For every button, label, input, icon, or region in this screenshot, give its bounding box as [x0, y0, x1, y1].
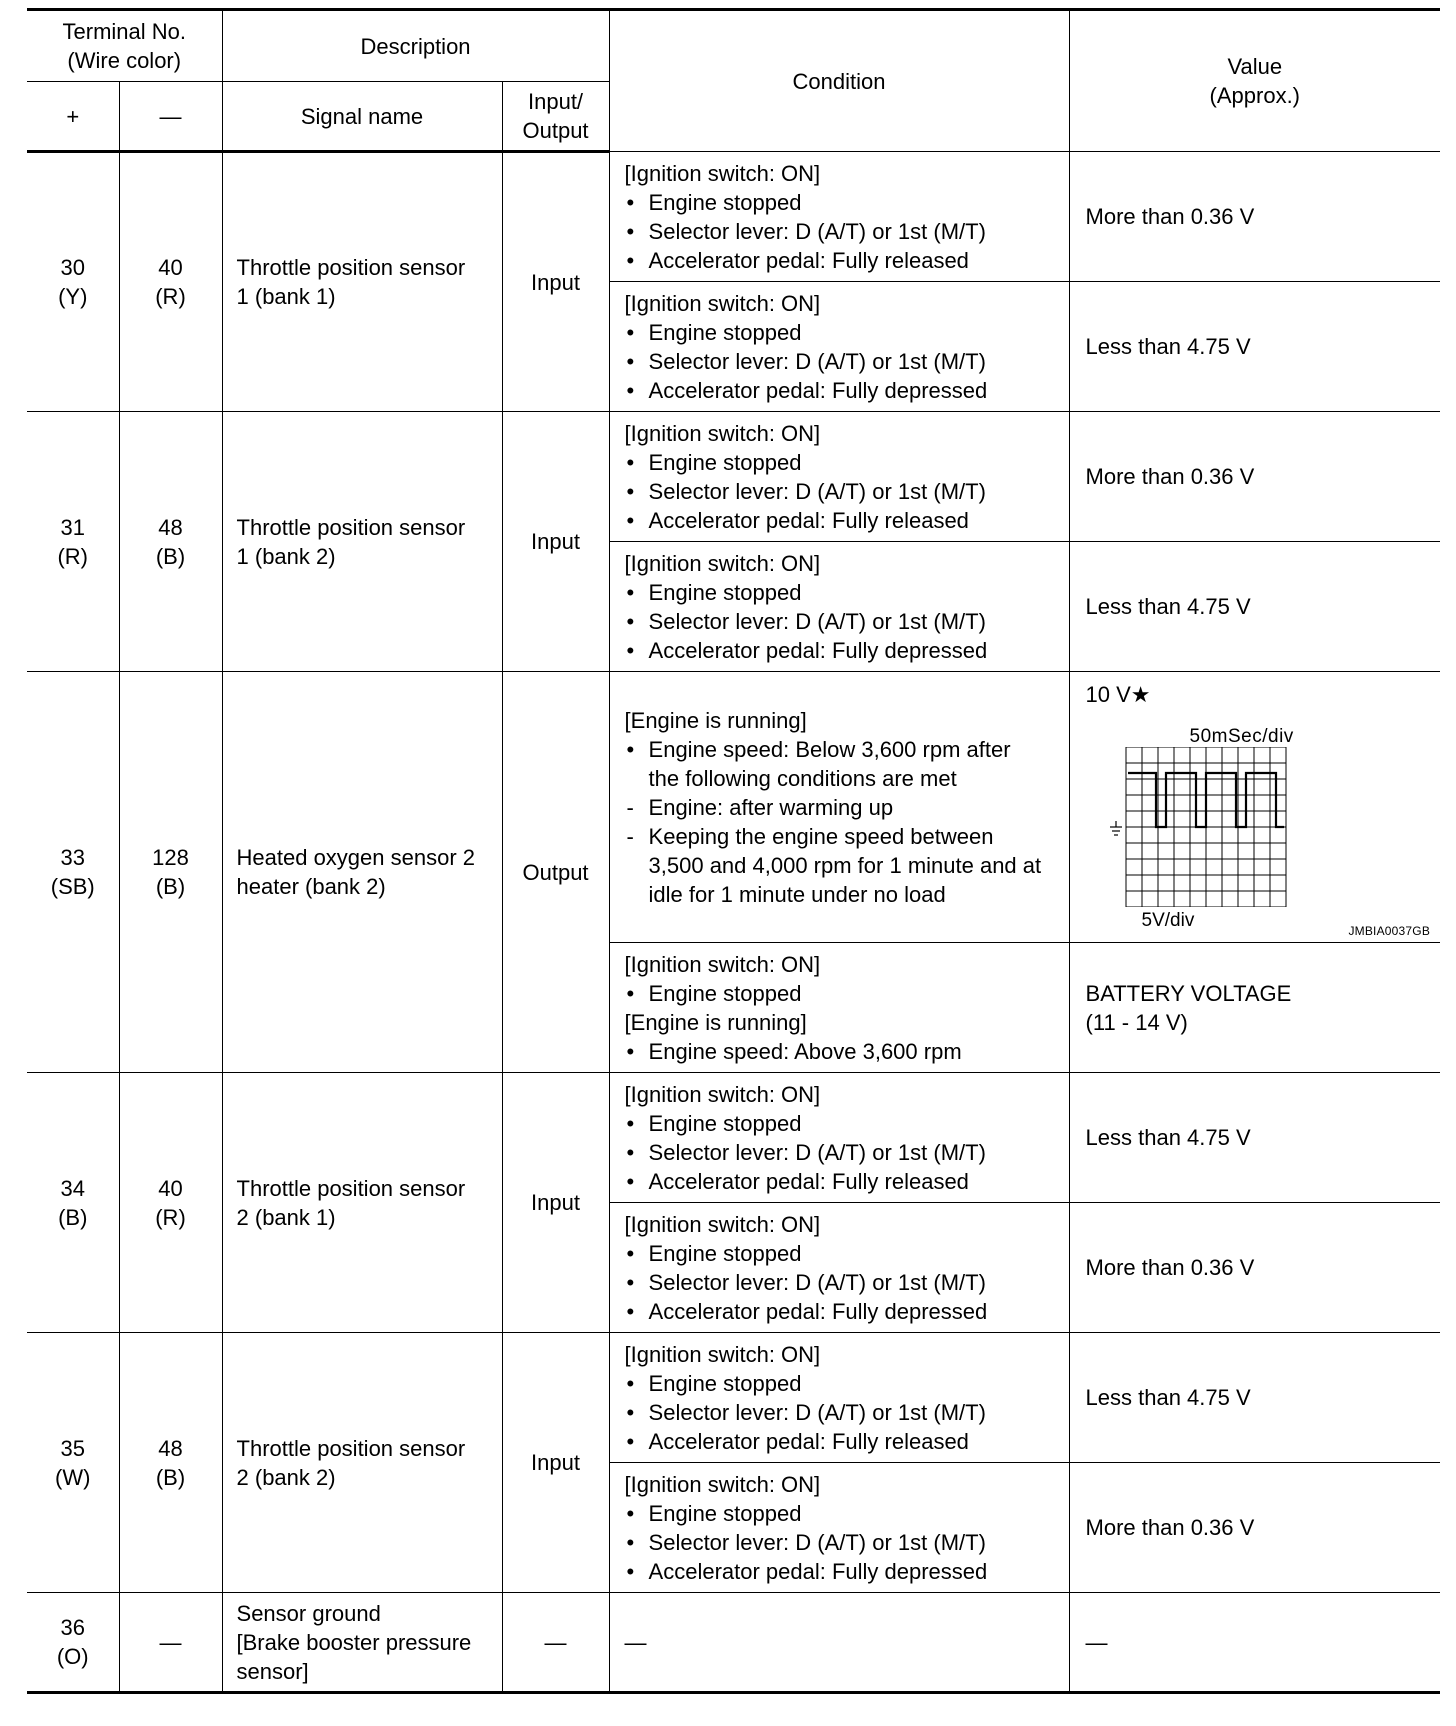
terminal-minus: —: [119, 1593, 222, 1693]
header-condition: Condition: [609, 10, 1069, 152]
value-cell: Less than 4.75 V: [1069, 282, 1440, 412]
value-cell: Less than 4.75 V: [1069, 542, 1440, 672]
table-row: [27, 412, 1440, 542]
condition-cell: —: [609, 1593, 1069, 1693]
header-value: Value (Approx.): [1069, 10, 1440, 152]
condition-cell: [Ignition switch: ON] • Engine stopped • Selector lever: D (A/T) or 1st (M/T) • Accelerator pedal: Fully released: [609, 412, 1069, 542]
value-cell: Less than 4.75 V: [1069, 1333, 1440, 1463]
signal-name: Throttle position sensor 1 (bank 2): [222, 412, 502, 672]
condition-cell: [Ignition switch: ON] • Engine stopped • Selector lever: D (A/T) or 1st (M/T) • Accelerator pedal: Fully depressed: [609, 1203, 1069, 1333]
star-icon: ★: [1130, 682, 1151, 707]
terminal-plus: 36 (O): [27, 1593, 119, 1693]
value-cell: More than 0.36 V: [1069, 152, 1440, 282]
value-cell: BATTERY VOLTAGE (11 - 14 V): [1069, 943, 1440, 1073]
condition-cell: [Ignition switch: ON] • Engine stopped • Selector lever: D (A/T) or 1st (M/T) • Accelerator pedal: Fully released: [609, 152, 1069, 282]
terminal-plus: 34 (B): [27, 1073, 119, 1333]
terminal-plus: 35 (W): [27, 1333, 119, 1593]
terminal-plus: 30 (Y): [27, 152, 119, 412]
io-type: Input: [502, 152, 609, 412]
header-input-output: Input/ Output: [502, 82, 609, 152]
terminal-spec-table: [27, 8, 1440, 1694]
table-row: [27, 152, 1440, 282]
terminal-minus: 40 (R): [119, 1073, 222, 1333]
terminal-minus: 48 (B): [119, 412, 222, 672]
value-cell: —: [1069, 1593, 1440, 1693]
value-cell-waveform: 10 V★ 50mSec/div 5V/div JMBIA0037GB: [1069, 672, 1440, 943]
io-type: Output: [502, 672, 609, 1073]
signal-name: Sensor ground [Brake booster pressure sensor]: [222, 1593, 502, 1693]
condition-cell: [Ignition switch: ON] • Engine stopped • Selector lever: D (A/T) or 1st (M/T) • Accelerator pedal: Fully released: [609, 1073, 1069, 1203]
signal-name: Throttle position sensor 2 (bank 1): [222, 1073, 502, 1333]
terminal-minus: 128 (B): [119, 672, 222, 1073]
signal-name: Throttle position sensor 1 (bank 1): [222, 152, 502, 412]
terminal-minus: 48 (B): [119, 1333, 222, 1593]
table-row: [27, 1333, 1440, 1463]
condition-cell: [Engine is running] • Engine speed: Below 3,600 rpm after the following conditions are met - Engine: after warming up - Keeping the engine speed between 3,500 and 4,000 rpm for 1 minute and at idle for 1 minute under no load: [609, 672, 1069, 943]
table-row: [27, 672, 1440, 943]
terminal-minus: 40 (R): [119, 152, 222, 412]
terminal-plus: 33 (SB): [27, 672, 119, 1073]
value-cell: More than 0.36 V: [1069, 1203, 1440, 1333]
condition-cell: [Ignition switch: ON] • Engine stopped • Selector lever: D (A/T) or 1st (M/T) • Accelerator pedal: Fully released: [609, 1333, 1069, 1463]
signal-name: Heated oxygen sensor 2 heater (bank 2): [222, 672, 502, 1073]
table-row: [27, 1593, 1440, 1693]
condition-cell: [Ignition switch: ON] • Engine stopped • Selector lever: D (A/T) or 1st (M/T) • Accelerator pedal: Fully depressed: [609, 282, 1069, 412]
condition-cell: [Ignition switch: ON] • Engine stopped [Engine is running] • Engine speed: Above 3,600 rpm: [609, 943, 1069, 1073]
condition-cell: [Ignition switch: ON] • Engine stopped • Selector lever: D (A/T) or 1st (M/T) • Accelerator pedal: Fully depressed: [609, 542, 1069, 672]
value-cell: Less than 4.75 V: [1069, 1073, 1440, 1203]
io-type: Input: [502, 412, 609, 672]
header-minus: —: [119, 82, 222, 152]
value-cell: More than 0.36 V: [1069, 1463, 1440, 1593]
header-terminal: Terminal No. (Wire color): [27, 10, 222, 82]
io-type: Input: [502, 1073, 609, 1333]
header-description: Description: [222, 10, 609, 82]
terminal-plus: 31 (R): [27, 412, 119, 672]
io-type: —: [502, 1593, 609, 1693]
oscilloscope-waveform: [1100, 747, 1300, 907]
header-plus: +: [27, 82, 119, 152]
condition-cell: [Ignition switch: ON] • Engine stopped • Selector lever: D (A/T) or 1st (M/T) • Accelerator pedal: Fully depressed: [609, 1463, 1069, 1593]
value-cell: More than 0.36 V: [1069, 412, 1440, 542]
io-type: Input: [502, 1333, 609, 1593]
signal-name: Throttle position sensor 2 (bank 2): [222, 1333, 502, 1593]
table-row: [27, 1073, 1440, 1203]
header-signal-name: Signal name: [222, 82, 502, 152]
